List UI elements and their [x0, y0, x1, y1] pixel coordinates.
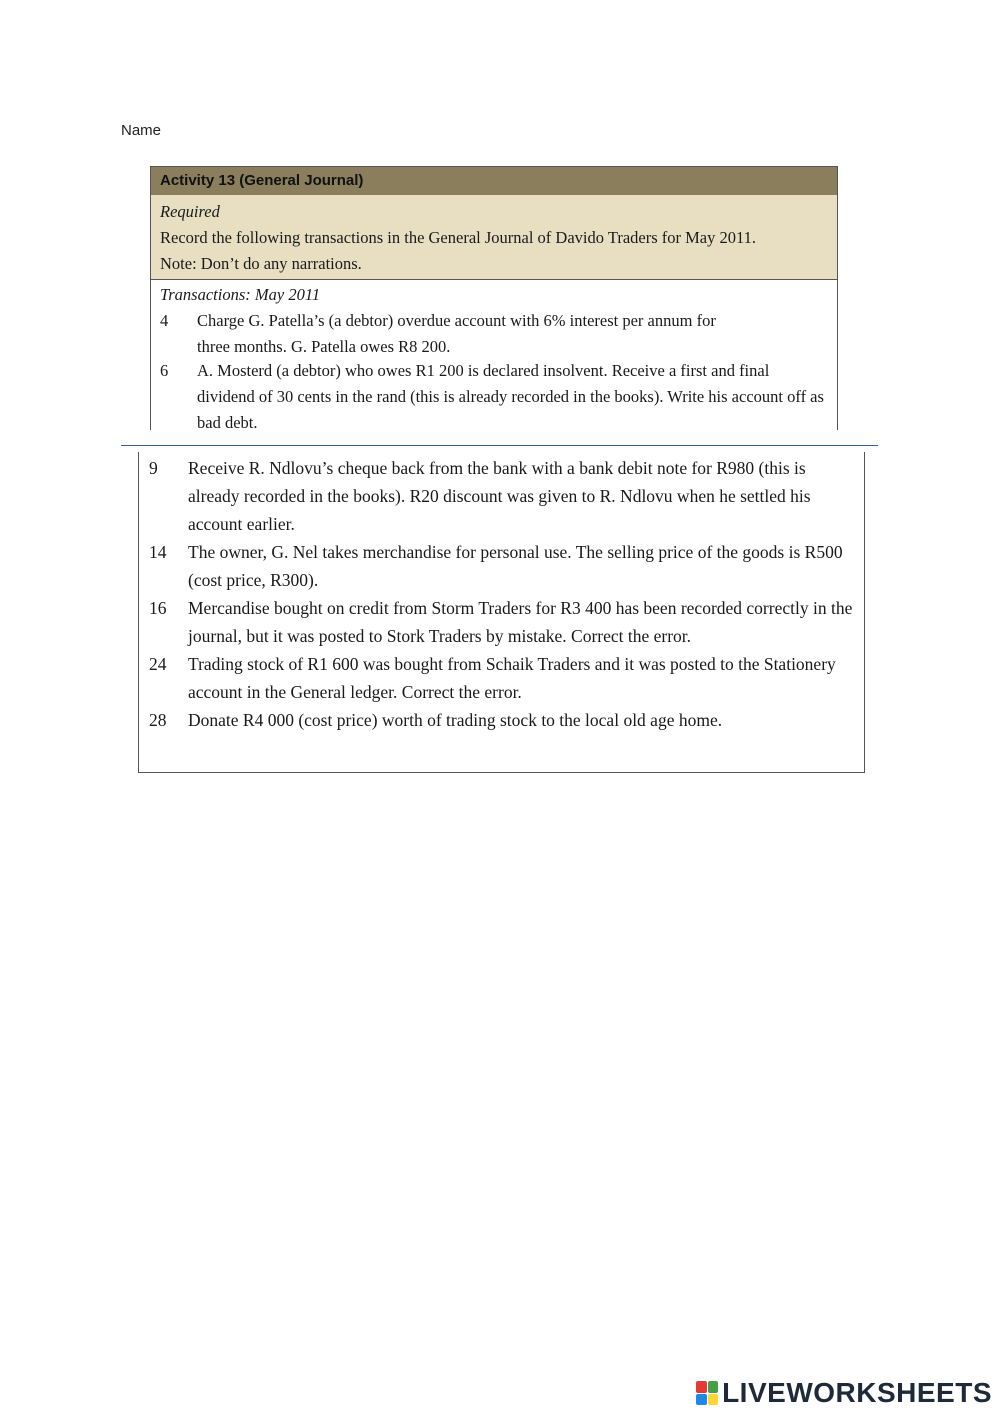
logo-grid-icon: [696, 1381, 718, 1405]
transaction-item: [149, 538, 854, 594]
transaction-text: A. Mosterd (a debtor) who owes R1 200 is declared insolvent. Receive a first and final dividend of 30 cents in the rand (this is already recorded in the books). Write his account off as bad debt.: [197, 361, 824, 432]
logo-text: LIVEWORKSHEETS: [722, 1377, 992, 1408]
transaction-day: 4: [160, 311, 169, 330]
activity-title: Activity 13 (General Journal): [151, 166, 837, 195]
logo-square-yellow: [708, 1394, 719, 1406]
transactions-section: [151, 280, 837, 436]
instruction-text: Record the following transactions in the General Journal of Davido Traders for May 2011.: [160, 228, 757, 247]
liveworksheets-logo[interactable]: [696, 1376, 992, 1410]
transactions-continued-panel: [138, 452, 865, 773]
transaction-item: [149, 454, 854, 538]
logo-square-green: [708, 1381, 719, 1393]
transaction-day: 28: [149, 710, 167, 730]
logo-square-blue: [696, 1394, 707, 1406]
name-label: Name: [121, 122, 162, 139]
required-label: Required: [160, 202, 220, 221]
required-section: [151, 195, 837, 280]
transaction-text: Receive R. Ndlovu’s cheque back from the bank with a bank debit note for R980 (this is already recorded in the books). R20 discount was given to R. Ndlovu when he settled his account earlier.: [188, 458, 811, 534]
section-divider: [121, 445, 878, 446]
transaction-day: 6: [160, 361, 169, 380]
logo-square-red: [696, 1381, 707, 1393]
transaction-item: [160, 358, 828, 436]
transactions-label: Transactions: May 2011: [160, 285, 321, 304]
transaction-text: Trading stock of R1 600 was bought from Schaik Traders and it was posted to the Stationery account in the General ledger. Correct the error.: [188, 654, 836, 702]
transaction-text: Mercandise bought on credit from Storm Traders for R3 400 has been recorded correctly in the journal, but it was posted to Stork Traders by mistake. Correct the error.: [188, 598, 853, 646]
transaction-item: [149, 650, 854, 706]
transaction-day: 16: [149, 598, 167, 618]
transaction-item: [149, 594, 854, 650]
transaction-day: 14: [149, 542, 167, 562]
transaction-item: [160, 308, 828, 354]
activity-panel: [150, 166, 838, 430]
transaction-text: Donate R4 000 (cost price) worth of trading stock to the local old age home.: [188, 710, 723, 730]
transaction-text: The owner, G. Nel takes merchandise for personal use. The selling price of the goods is R500 (cost price, R300).: [188, 542, 843, 590]
transaction-day: 9: [149, 458, 158, 478]
transaction-item: [149, 706, 854, 734]
transaction-day: 24: [149, 654, 167, 674]
note-text: Note: Don’t do any narrations.: [160, 254, 362, 273]
transaction-text: Charge G. Patella’s (a debtor) overdue account with 6% interest per annum for: [197, 311, 716, 330]
transaction-text-cont: three months. G. Patella owes R8 200.: [197, 337, 451, 354]
